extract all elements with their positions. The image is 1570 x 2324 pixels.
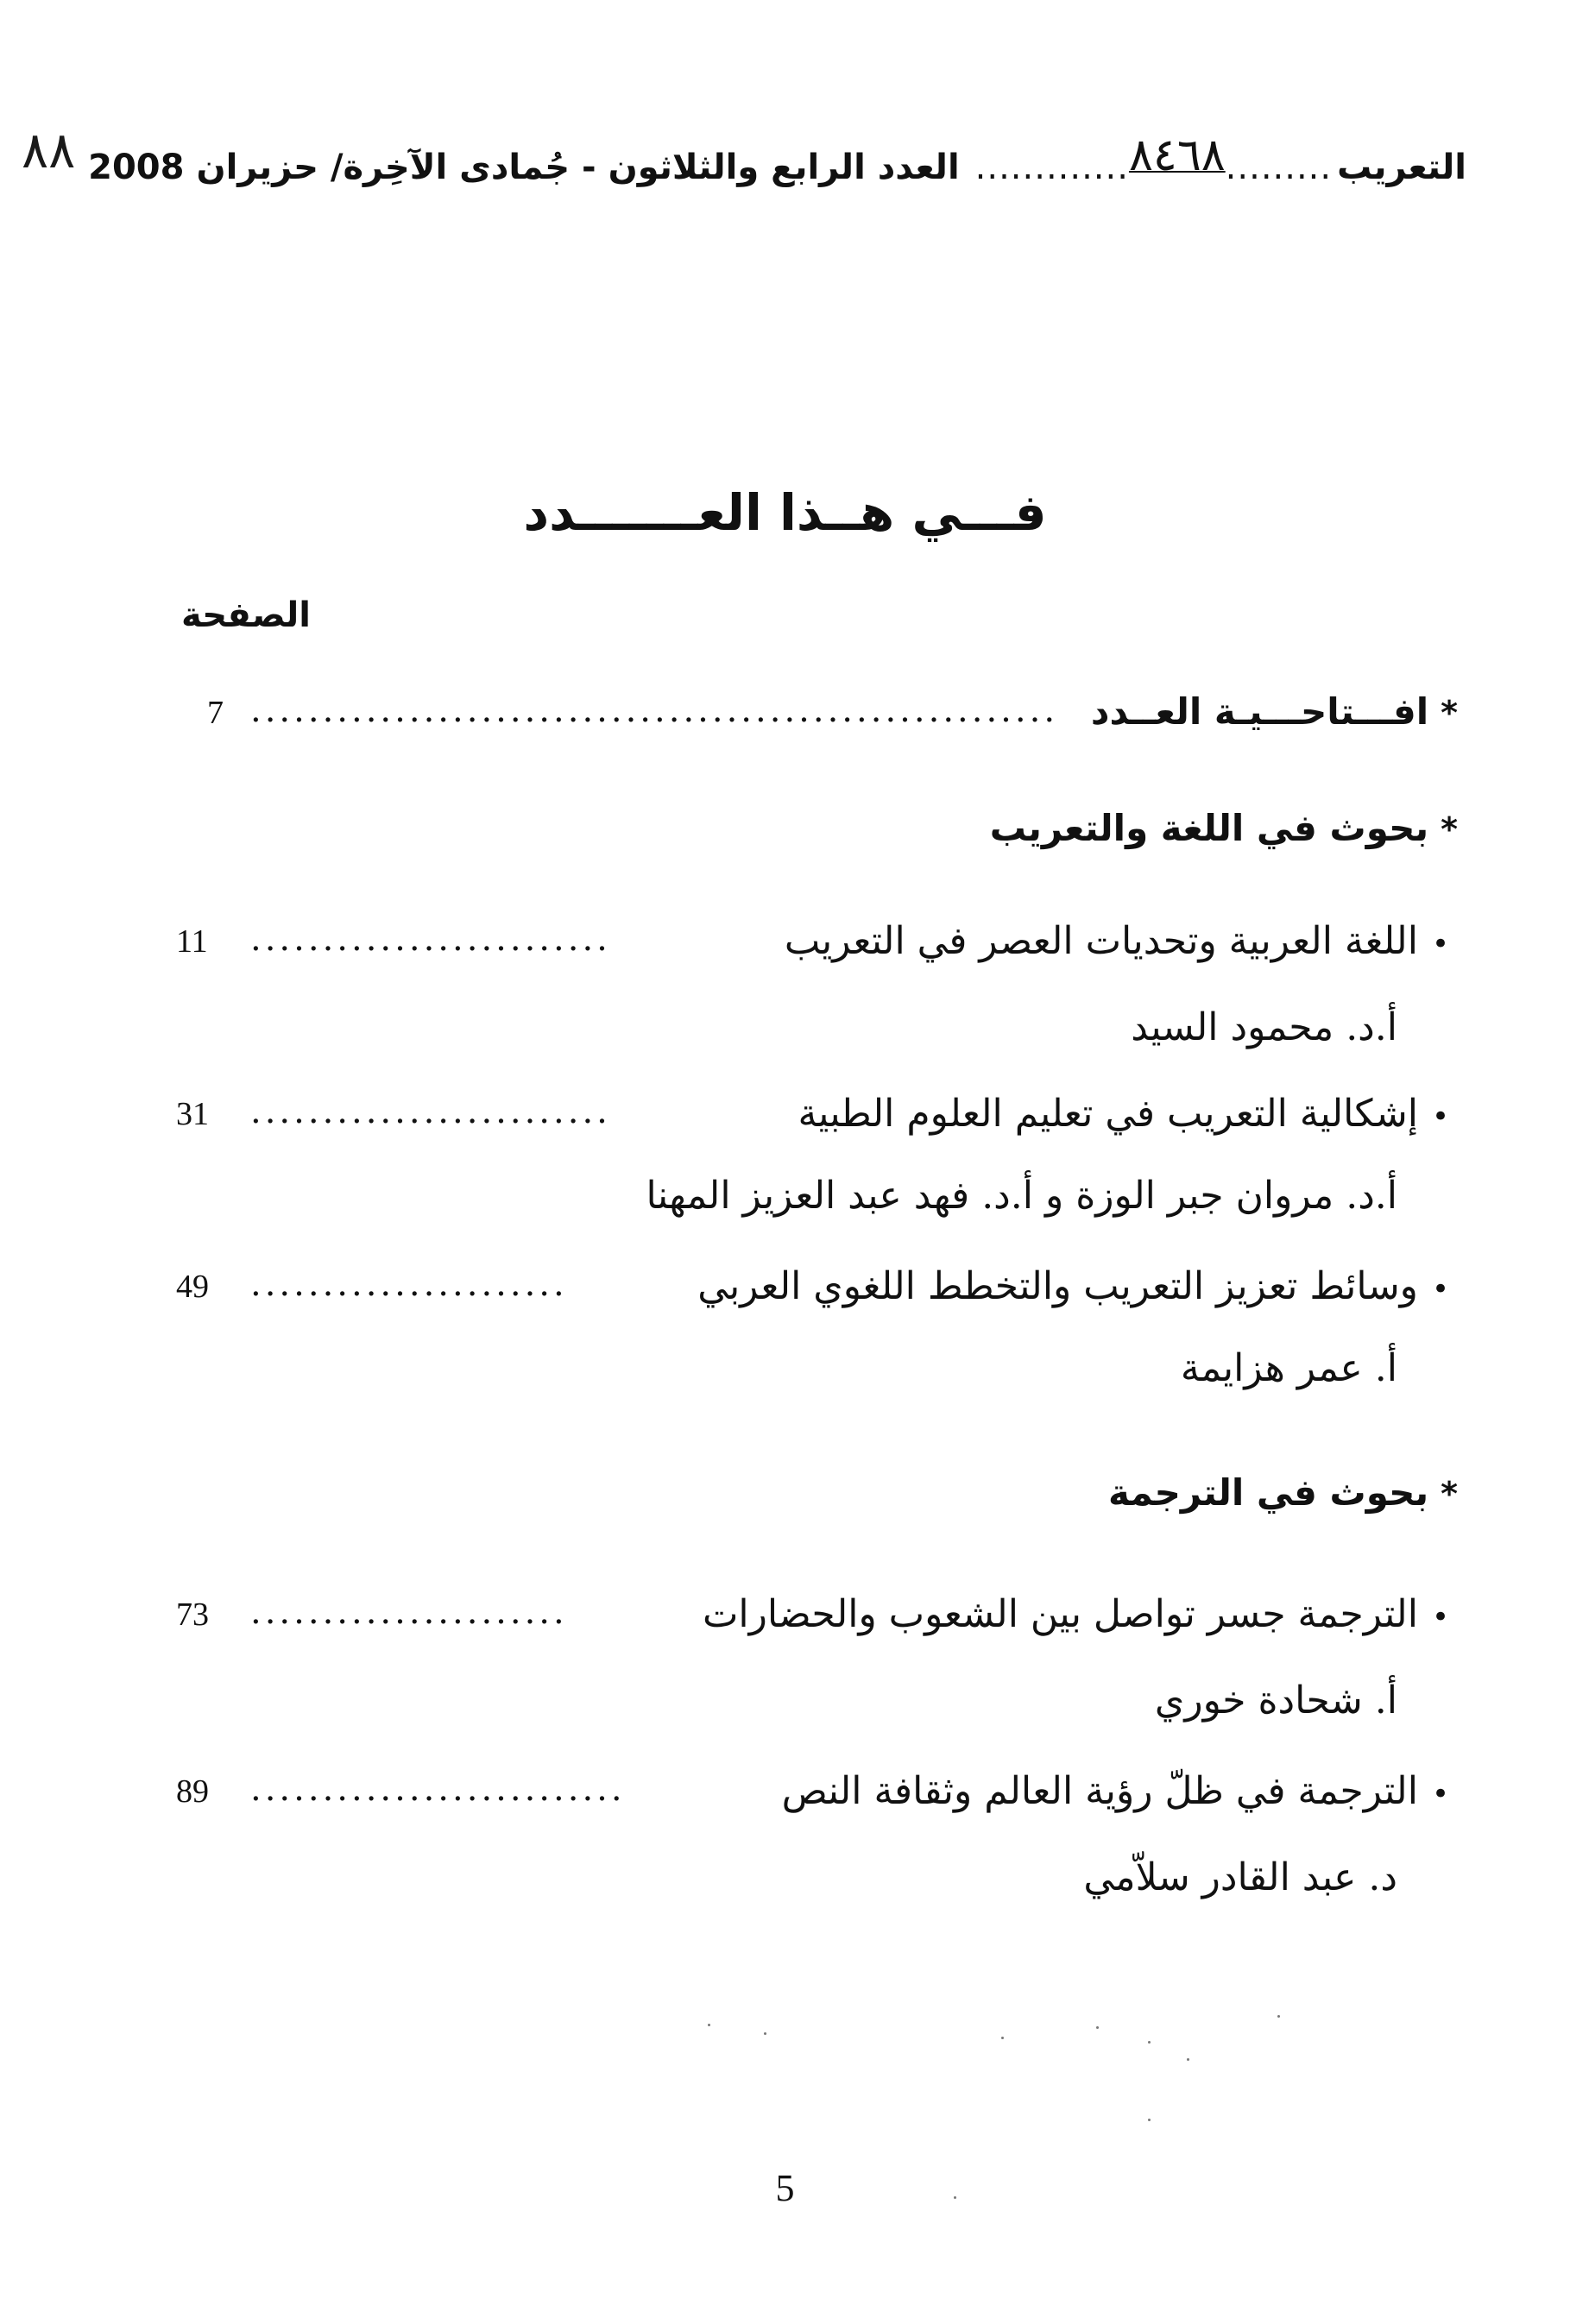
section-label: بحوث في الترجمة (1107, 1471, 1429, 1514)
article-author: أ. شحادة خوري (1154, 1678, 1397, 1723)
article-title: الترجمة جسر تواصل بين الشعوب والحضارات (702, 1592, 1418, 1636)
page-number: 11 (176, 923, 208, 960)
header-dots-before: ......... (1225, 148, 1333, 187)
section-label: بحوث في اللغة والتعريب (989, 807, 1429, 849)
handwritten-number: ٨٤٦٨ (1128, 129, 1226, 181)
dot-leader: ......................... (250, 1092, 611, 1131)
bullet-icon: • (1431, 1777, 1449, 1811)
dot-leader: ...................... (250, 1264, 568, 1304)
article-author: أ.د. محمود السيد (1131, 1005, 1397, 1049)
bullet-icon: • (1431, 927, 1449, 961)
article-author: أ.د. مروان جبر الوزة و أ.د. فهد عبد العزيز المهنا (646, 1174, 1397, 1218)
toc-entry-opening[interactable] (164, 690, 1458, 751)
page-number: 89 (176, 1773, 209, 1810)
toc-entry-article-5[interactable] (164, 1769, 1458, 1830)
header-separator: - (582, 148, 596, 187)
bullet-icon: • (1431, 1272, 1449, 1307)
entry-label: افـــتاحـــيـة العــدد (1090, 690, 1429, 733)
page-folio-number: 5 (775, 2167, 795, 2209)
bullet-icon: • (1431, 1099, 1449, 1134)
scan-speck (1096, 2026, 1099, 2029)
journal-name: التعريب (1337, 148, 1466, 187)
page-number: 7 (207, 695, 224, 731)
asterisk-icon: * (1441, 810, 1458, 848)
page-number: 73 (176, 1597, 209, 1633)
handwritten-corner-mark: ٨٨ (22, 121, 76, 179)
scan-speck (1148, 2119, 1151, 2121)
section-heading-language (164, 807, 1458, 867)
running-header (88, 129, 1466, 198)
toc-entry-article-1[interactable] (164, 919, 1458, 979)
article-author: د. عبد القادر سلاّمي (1083, 1855, 1397, 1899)
header-dots-after: ............. (974, 148, 1129, 187)
scan-speck (1277, 2015, 1280, 2018)
article-title: إشكالية التعريب في تعليم العلوم الطبية (798, 1092, 1418, 1136)
page-number: 31 (176, 1096, 209, 1132)
section-heading-translation (164, 1471, 1458, 1532)
scan-speck (764, 2032, 766, 2035)
article-title: وسائط تعزيز التعريب والتخطط اللغوي العربي (697, 1264, 1418, 1308)
issue-number: العدد الرابع والثلاثون (608, 148, 960, 187)
article-author: أ. عمر هزايمة (1180, 1346, 1397, 1390)
asterisk-icon: * (1441, 694, 1458, 732)
dot-leader: .......................... (250, 1769, 626, 1809)
issue-year: 2008 (88, 148, 185, 187)
asterisk-icon: * (1441, 1475, 1458, 1513)
toc-entry-article-3[interactable] (164, 1264, 1458, 1325)
page-number: 49 (176, 1269, 209, 1305)
issue-date: جُمادى الآخِرة/ حزيران (196, 148, 571, 187)
scan-speck (708, 2024, 710, 2026)
toc-entry-article-2[interactable] (164, 1092, 1458, 1152)
dot-leader: ......................... (250, 919, 611, 959)
bullet-icon: • (1431, 1600, 1449, 1634)
scan-speck (1001, 2037, 1004, 2039)
page-column-label: الصفحة (181, 595, 312, 635)
dot-leader: ...................... (250, 1592, 568, 1632)
toc-entry-article-4[interactable] (164, 1592, 1458, 1653)
scan-speck (1187, 2058, 1189, 2061)
article-title: الترجمة في ظلّ رؤية العالم وثقافة النص (781, 1769, 1418, 1813)
page-title: فـــي هــذا العـــــــدد (523, 483, 1047, 542)
article-title: اللغة العربية وتحديات العصر في التعريب (784, 919, 1418, 963)
dot-leader: ........................................................ (250, 690, 1059, 730)
scan-speck (1148, 2041, 1151, 2044)
